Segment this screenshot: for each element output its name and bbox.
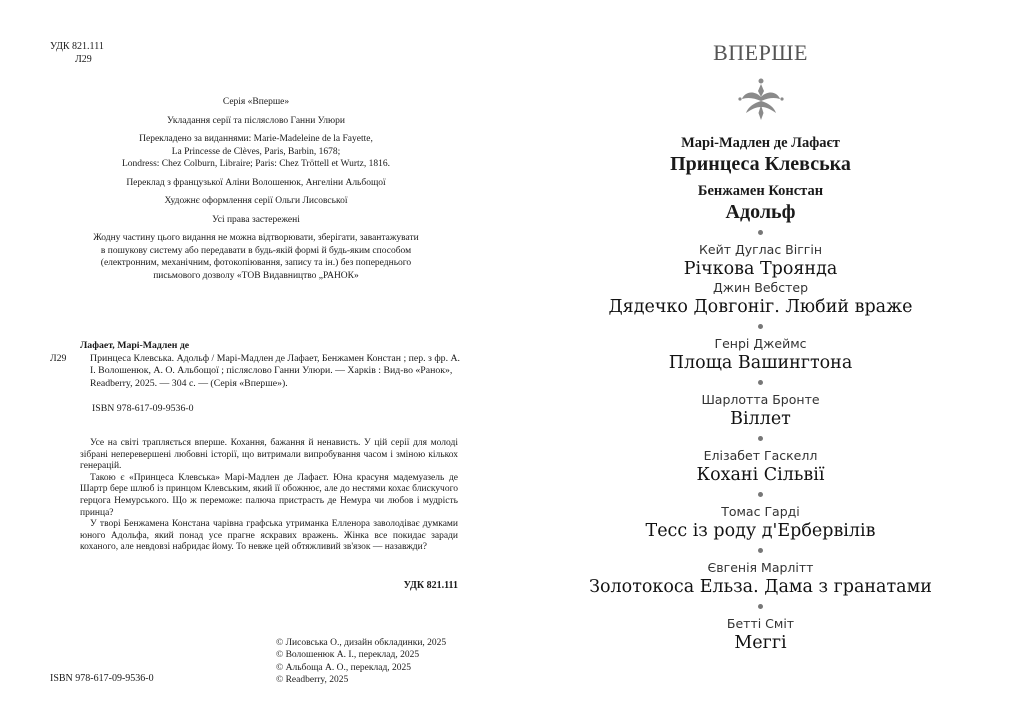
entry-title: Меггі	[734, 633, 787, 653]
annotation-paragraph: Такою є «Принцеса Клевська» Марі-Мадлен де Лафаєт. Юна красуня мадемуазель де Шартр бере шлюб із принцом Клевським, який її обожнює, але до нестями кохає блискучого герцога Немурського. Що ж переможе: палюча пристрасть де Немура чи любов і мудрість принца?	[80, 472, 458, 518]
entry-author: Елізабет Гаскелл	[703, 448, 818, 463]
credits-block	[60, 96, 452, 288]
biblio-text: Принцеса Клевська. Адольф / Марі-Мадлен де Лафает, Бенжамен Констан ; пер. з фр. А. І. Волошенюк, А. О. Альбощої ; післяслово Ганни Улюри. — Харків : Вид-во «Ранок», Readberry, 2025. — 304 с. — (Серія «Вперше»).	[90, 352, 461, 389]
series-entry	[507, 336, 1014, 374]
entry-title: Кохані Сільвії	[696, 465, 825, 485]
design-credit: Художнє оформлення серії Ольги Лисовської	[164, 196, 348, 206]
series-title: ВПЕРШЕ	[713, 40, 808, 65]
bullet-separator	[758, 380, 763, 385]
entry-author: Шарлотта Бронте	[701, 392, 820, 407]
annotation-paragraph: Усе на світі трапляється вперше. Кохання, бажання й ненависть. У цій серії для молоді зібрані неперевершені любовні історії, що витримали випробування часом і зміною кількох генерацій.	[80, 438, 458, 472]
udk-code: УДК 821.111	[50, 41, 104, 52]
entry-author: Бетті Сміт	[726, 616, 795, 631]
copyright-line: © Волошенюк А. І., переклад, 2025	[276, 650, 420, 661]
right-page	[507, 0, 1014, 727]
main-title: Принцеса Клевська	[670, 153, 851, 175]
biblio-author: Лафает, Марі-Мадлен де	[80, 340, 190, 351]
isbn-footer: ISBN 978-617-09-9536-0	[50, 673, 154, 684]
series-entry	[507, 560, 1014, 598]
entry-author: Джин Вебстер	[712, 280, 809, 295]
bullet-separator	[758, 492, 763, 497]
main-title: Адольф	[725, 201, 796, 223]
copyright-list	[276, 637, 446, 686]
bullet-separator	[758, 604, 763, 609]
series-entry	[507, 504, 1014, 542]
compiler-credit: Укладання серії та післяслово Ганни Улюри	[167, 115, 345, 126]
bullet-separator	[758, 324, 763, 329]
bibliographic-record	[50, 340, 460, 390]
bullet-separator	[758, 230, 763, 235]
entry-title: Дядечко Довгоніг. Любий враже	[608, 297, 913, 317]
series-entry	[507, 616, 1014, 654]
entry-author: Генрі Джеймс	[714, 336, 807, 351]
entry-author: Томас Гарді	[721, 504, 800, 519]
entry-title: Тесс із роду д'Ербервілів	[645, 521, 876, 541]
source-editions: Перекладено за виданнями: Marie-Madeleine de la Fayette, La Princesse de Clèves, Paris, Barbin, 1678; Londress: Chez Colburn, Libraire; Paris: Chez Tröttell et Wurtz, 1816.	[121, 134, 391, 169]
author-sign: Л29	[75, 54, 92, 65]
annotation	[80, 438, 458, 554]
series-credit: Серія «Вперше»	[222, 97, 290, 107]
series-entry	[507, 448, 1014, 486]
bullet-separator	[758, 548, 763, 553]
copyright-line: © Лисовська О., дизайн обкладинки, 2025	[276, 638, 447, 648]
entry-title: Золотокоса Ельза. Дама з гранатами	[589, 577, 932, 597]
copyright-line: © Альбощa А. О., переклад, 2025	[276, 662, 412, 673]
copyright-notice: Жодну частину цього видання не можна відтворювати, зберігати, завантажувати в пошукову систему або передавати в будь-якій формі й будь-яким способом (електронним, механічним, фотокопіювання, запису та ін.) без попереднього письмового дозволу «ТОВ Видавництво „РАНОК»	[93, 233, 419, 281]
entry-author: Кейт Дуглас Віггін	[699, 242, 822, 257]
entry-title: Річкова Троянда	[683, 259, 838, 279]
series-entry	[507, 392, 1014, 430]
annotation-paragraph: У творі Бенжамена Констана чарівна графська утриманка Елленора заволодіває думками юного Адольфа, який понад усе прагне яскравих вражень. Жінка все покидає заради коханого, але невдовзі набридає йому. То невже цей обтяжливий зв'язок — назавжди?	[80, 519, 458, 553]
udk-footer: УДК 821.111	[403, 580, 458, 591]
udk-header	[50, 40, 104, 66]
entry-author: Євгенія Марлітт	[707, 560, 814, 575]
translator-credit: Переклад з французької Аліни Волошенюк, Ангеліни Альбощої	[126, 177, 386, 188]
entry-title: Віллет	[730, 409, 791, 429]
fleuron-ornament-icon	[738, 77, 784, 121]
rights-reserved: Усі права застережені	[212, 214, 300, 225]
series-entry	[507, 280, 1014, 318]
series-entry	[507, 242, 1014, 280]
main-author: Марі-Мадлен де Лафаєт	[681, 135, 840, 151]
entry-title: Площа Вашингтона	[668, 353, 853, 373]
copyright-line: © Readberry, 2025	[276, 674, 349, 685]
main-author: Бенжамен Констан	[697, 183, 824, 199]
contents-list	[507, 134, 1014, 654]
isbn-line: ISBN 978-617-09-9536-0	[92, 403, 194, 414]
bullet-separator	[758, 436, 763, 441]
biblio-code: Л29	[50, 352, 67, 364]
